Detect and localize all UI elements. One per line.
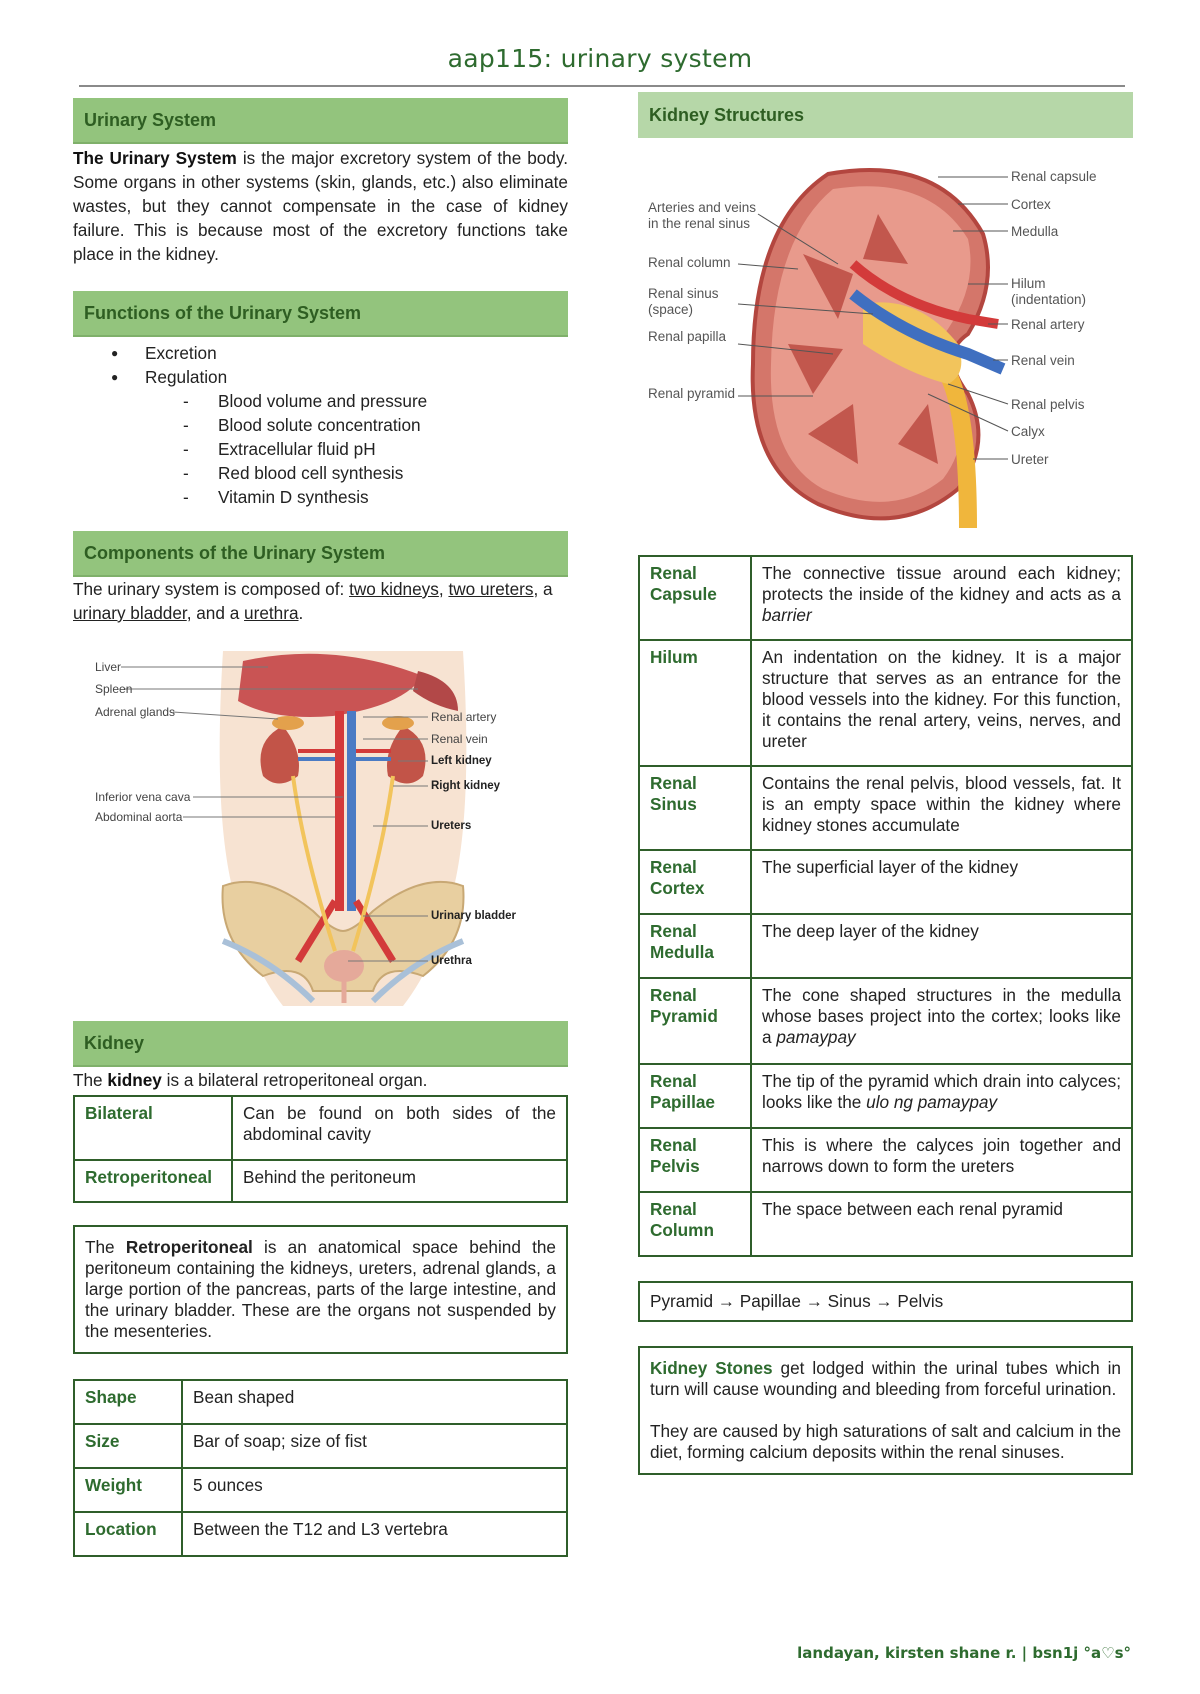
kidney-header: Kidney xyxy=(73,1021,568,1067)
structure-emphasis: pamaypay xyxy=(776,1027,856,1047)
title-divider xyxy=(79,85,1125,87)
regulation-item: - Red blood cell synthesis xyxy=(183,461,568,485)
kidney-label-cortex: Cortex xyxy=(1011,197,1051,212)
footer-author: landayan, kirsten shane r. | bsn1j °a♡s° xyxy=(797,1644,1131,1662)
property-value: Between the T12 and L3 vertebra xyxy=(182,1512,567,1556)
right-column xyxy=(638,92,1133,1475)
figure-label-liver: Liver xyxy=(95,660,122,674)
term-key: Retroperitoneal xyxy=(74,1160,232,1202)
table-row xyxy=(639,556,1132,640)
urinary-system-term: The Urinary System xyxy=(73,148,237,168)
table-row xyxy=(639,914,1132,978)
structure-value: This is where the calyces join together and narrows down to form the ureters xyxy=(751,1128,1132,1192)
structure-key: Renal Column xyxy=(639,1192,751,1256)
urinary-system-text: is the major excretory system of the body. Some organs in other systems (skin, glands, etc.) also eliminate wastes, but they cannot compensate in the case of kidney failure. This is because most of the excretory functions take place in the kidney. xyxy=(73,148,569,264)
structure-emphasis: ulo ng pamaypay xyxy=(866,1092,998,1112)
kidney-label-hilum-2: (indentation) xyxy=(1011,292,1087,307)
structure-text: The tip of the pyramid which drain into calyces; looks like the xyxy=(762,1071,1121,1112)
functions-header: Functions of the Urinary System xyxy=(73,291,568,337)
structure-key: Renal Pelvis xyxy=(639,1128,751,1192)
component-part: urinary bladder xyxy=(73,603,187,623)
kidney-label-vein: Renal vein xyxy=(1011,353,1075,368)
structure-key: Renal Papillae xyxy=(639,1064,751,1128)
kidney-label-arteries: Arteries and veins xyxy=(648,200,757,215)
component-part: two kidneys xyxy=(349,579,439,599)
kidney-label-medulla: Medulla xyxy=(1011,224,1059,239)
regulation-list xyxy=(183,389,568,509)
kidney-terms-table xyxy=(73,1095,568,1203)
kidney-structures-table xyxy=(638,555,1133,1257)
kidney-label-ureter: Ureter xyxy=(1011,452,1049,467)
regulation-item: - Extracellular fluid pH xyxy=(183,437,568,461)
function-item-label: Regulation xyxy=(145,367,228,387)
figure-label-left-kidney: Left kidney xyxy=(431,755,492,767)
urinary-system-header: Urinary System xyxy=(73,98,568,144)
kidney-label-calyx: Calyx xyxy=(1011,424,1045,439)
function-item: ● Excretion xyxy=(111,341,568,365)
table-row xyxy=(639,1128,1132,1192)
kidney-structures-figure xyxy=(638,144,1133,528)
table-row xyxy=(639,850,1132,914)
figure-label-renal-artery: Renal artery xyxy=(431,710,497,724)
functions-list xyxy=(111,341,568,509)
structure-key: Renal Sinus xyxy=(639,766,751,850)
kidney-label-arteries-2: in the renal sinus xyxy=(648,216,751,231)
figure-label-ureters: Ureters xyxy=(431,820,472,832)
regulation-item: - Vitamin D synthesis xyxy=(183,485,568,509)
kidney-label-artery: Renal artery xyxy=(1011,317,1085,332)
structure-value xyxy=(751,556,1132,640)
table-row xyxy=(639,1064,1132,1128)
structure-key: Hilum xyxy=(639,640,751,766)
figure-label-right-kidney: Right kidney xyxy=(431,780,501,792)
figure-label-spleen: Spleen xyxy=(95,682,133,696)
structure-value: The space between each renal pyramid xyxy=(751,1192,1132,1256)
separator: , xyxy=(438,579,449,599)
kidney-stones-para-1 xyxy=(650,1358,1121,1400)
structure-key: Renal Medulla xyxy=(639,914,751,978)
retro-term: Retroperitoneal xyxy=(125,1237,253,1257)
term-key: Bilateral xyxy=(74,1096,232,1160)
table-row xyxy=(74,1512,567,1556)
table-row xyxy=(639,766,1132,850)
components-header: Components of the Urinary System xyxy=(73,531,568,577)
retro-text: is an anatomical space behind the peritoneum containing the kidneys, ureters, adrenal glands, a large portion of the pancreas, parts of the large intestine, and the urinary bladder. These are the organs not suspended by the mesenteries. xyxy=(85,1237,556,1341)
figure-label-renal-vein: Renal vein xyxy=(431,732,488,746)
table-row xyxy=(74,1160,567,1202)
separator: . xyxy=(298,603,304,623)
table-row xyxy=(639,978,1132,1064)
separator: a xyxy=(543,579,553,599)
property-key: Size xyxy=(74,1424,182,1468)
kidney-label-column: Renal column xyxy=(648,255,731,270)
retroperitoneal-box xyxy=(73,1225,568,1354)
structure-value xyxy=(751,1064,1132,1128)
urinary-system-paragraph xyxy=(73,146,568,266)
page-title: aap115: urinary system xyxy=(447,44,753,73)
table-row xyxy=(639,1192,1132,1256)
kidney-label-pyramid: Renal pyramid xyxy=(648,386,736,401)
kidney-label-pelvis: Renal pelvis xyxy=(1011,397,1085,412)
separator: , xyxy=(533,579,539,599)
structure-key: Renal Cortex xyxy=(639,850,751,914)
figure-label-adrenal: Adrenal glands xyxy=(95,705,176,719)
component-part: two ureters xyxy=(448,579,534,599)
property-value: Bean shaped xyxy=(182,1380,567,1424)
component-part: urethra xyxy=(244,603,299,623)
property-key: Location xyxy=(74,1512,182,1556)
table-row xyxy=(74,1096,567,1160)
property-key: Shape xyxy=(74,1380,182,1424)
kidney-stones-term: Kidney Stones xyxy=(650,1358,773,1378)
kidney-properties-table xyxy=(73,1379,568,1557)
property-value: Bar of soap; size of fist xyxy=(182,1424,567,1468)
kidney-label-hilum: Hilum xyxy=(1011,276,1046,291)
flow-box: Pyramid → Papillae → Sinus → Pelvis xyxy=(638,1281,1133,1322)
structure-key: Renal Capsule xyxy=(639,556,751,640)
kidney-intro-term: kidney xyxy=(107,1070,162,1090)
components-paragraph xyxy=(73,577,568,625)
kidney-stones-text: get lodged within the urinal tubes which in turn will cause wounding and bleeding from forceful urination. xyxy=(650,1358,1121,1399)
structure-value: The superficial layer of the kidney xyxy=(751,850,1132,914)
urinary-system-figure xyxy=(73,631,568,1021)
figure-label-bladder: Urinary bladder xyxy=(431,910,516,922)
table-row xyxy=(74,1380,567,1424)
kidney-label-sinus-2: (space) xyxy=(648,302,694,317)
kidney-label-sinus: Renal sinus xyxy=(648,286,719,301)
structure-value: Contains the renal pelvis, blood vessels, fat. It is an empty space within the kidney where kidney stones accumulate xyxy=(751,766,1132,850)
figure-label-aorta: Abdominal aorta xyxy=(95,810,183,824)
left-column xyxy=(73,98,568,1557)
kidney-intro-pre: The xyxy=(73,1070,108,1090)
structure-text: The connective tissue around each kidney; protects the inside of the kidney and acts as a xyxy=(762,563,1121,604)
structure-text: The cone shaped structures in the medulla whose bases project into the cortex; looks like a xyxy=(762,985,1121,1047)
structure-value: The deep layer of the kidney xyxy=(751,914,1132,978)
kidney-intro xyxy=(73,1068,568,1092)
kidney-stones-para-2: They are caused by high saturations of salt and calcium in the diet, forming calcium deposits within the renal sinuses. xyxy=(650,1421,1122,1462)
figure-label-ivc: Inferior vena cava xyxy=(95,790,191,804)
regulation-item: - Blood volume and pressure xyxy=(183,389,568,413)
urinary-system-illustration xyxy=(73,631,568,1021)
property-value: 5 ounces xyxy=(182,1468,567,1512)
kidney-label-papilla: Renal papilla xyxy=(648,329,727,344)
kidney-stones-box xyxy=(638,1346,1133,1475)
property-key: Weight xyxy=(74,1468,182,1512)
structure-value: An indentation on the kidney. It is a major structure that serves as an entrance for the blood vessels into the kidney. For this function, it contains the renal artery, veins, nerves, and ureter xyxy=(751,640,1132,766)
components-intro: The urinary system is composed of: xyxy=(73,579,350,599)
kidney-intro-post: is a bilateral retroperitoneal organ. xyxy=(161,1070,428,1090)
function-item xyxy=(111,365,568,509)
retro-pre: The xyxy=(85,1237,126,1257)
table-row xyxy=(639,640,1132,766)
structure-value xyxy=(751,978,1132,1064)
structure-emphasis: barrier xyxy=(762,605,812,625)
separator: , and a xyxy=(186,603,245,623)
term-value: Can be found on both sides of the abdominal cavity xyxy=(232,1096,567,1160)
figure-label-urethra: Urethra xyxy=(431,955,472,967)
table-row xyxy=(74,1468,567,1512)
term-value: Behind the peritoneum xyxy=(232,1160,567,1202)
table-row xyxy=(74,1424,567,1468)
kidney-label-capsule: Renal capsule xyxy=(1011,169,1097,184)
kidney-structures-header: Kidney Structures xyxy=(638,92,1133,138)
structure-key: Renal Pyramid xyxy=(639,978,751,1064)
regulation-item: - Blood solute concentration xyxy=(183,413,568,437)
